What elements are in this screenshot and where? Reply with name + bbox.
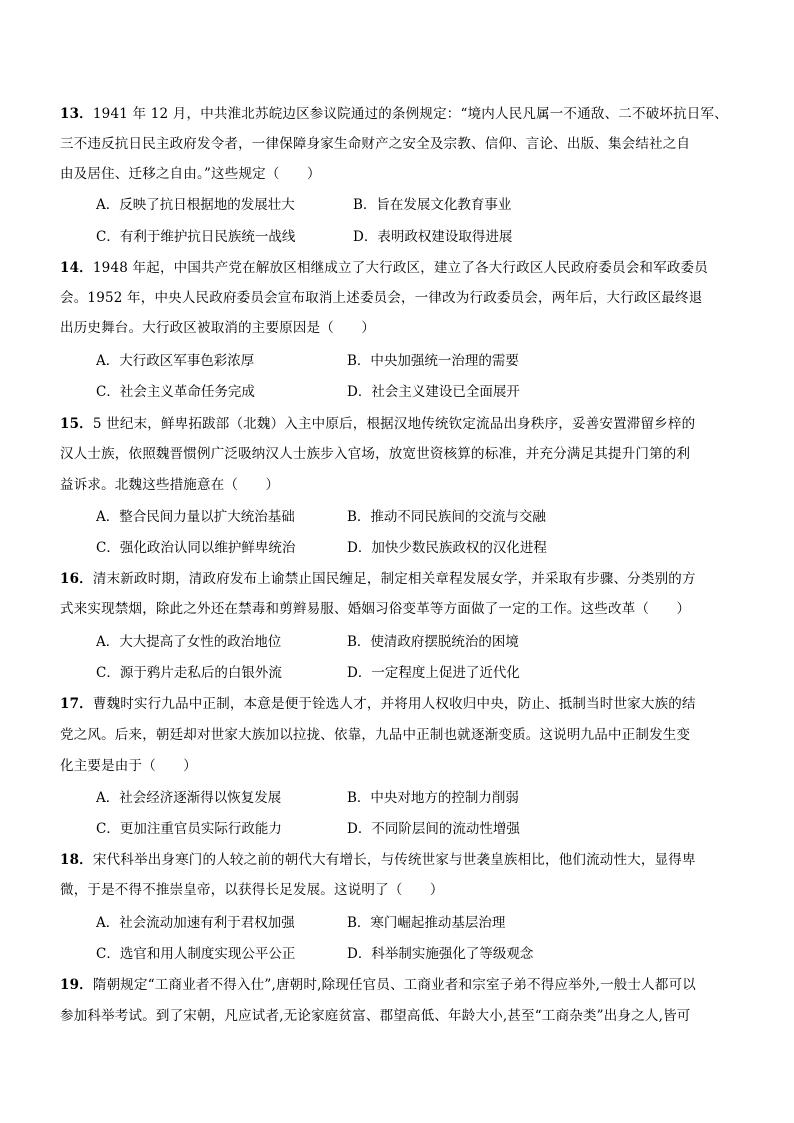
question-18-option-c[interactable]: C．选官和用人制度实现公平公正 bbox=[96, 946, 296, 962]
question-16-line-2: 式来实现禁烟，除此之外还在禁毒和剪辫易服、婚姻习俗变革等方面做了一定的工作。这些改革（ ） bbox=[60, 601, 691, 617]
question-19-number: 19． bbox=[60, 977, 93, 993]
question-13-option-a[interactable]: A．反映了抗日根据地的发展壮大 bbox=[96, 197, 295, 213]
question-14-option-a[interactable]: A．大行政区军事色彩浓厚 bbox=[96, 353, 255, 369]
question-17-option-a[interactable]: A．社会经济逐渐得以恢复发展 bbox=[96, 790, 282, 806]
question-15-line-3: 益诉求。北魏这些措施意在（ ） bbox=[60, 477, 280, 493]
question-15-option-b[interactable]: B．推动不同民族间的交流与交融 bbox=[347, 509, 546, 525]
question-16-line-1: 16．清末新政时期，清政府发布上谕禁止国民缠足，制定相关章程发展女学，并采取有步骤、分类别的方 bbox=[60, 571, 696, 587]
question-17-line-1: 17．曹魏时实行九品中正制，本意是便于铨选人才，并将用人权收归中央，防止、抵制当时世家大族的结 bbox=[60, 696, 696, 712]
question-13-line-3: 由及居住、迁移之自由。”这些规定（ ） bbox=[60, 166, 321, 182]
question-14-option-b[interactable]: B．中央加强统一治理的需要 bbox=[347, 353, 519, 369]
question-19-line-2: 参加科举考试。到了宋朝，凡应试者,无论家庭贫富、郡望高低、年龄大小,甚至“工商杂类”出身之人,皆可 bbox=[60, 1008, 691, 1024]
question-16-number: 16． bbox=[60, 571, 93, 587]
question-14-line-3: 出历史舞台。大行政区被取消的主要原因是（ ） bbox=[60, 320, 376, 336]
question-17-number: 17． bbox=[60, 696, 93, 712]
question-17-option-d[interactable]: D．不同阶层间的流动性增强 bbox=[347, 821, 520, 837]
question-15-line-2: 汉人士族，依照魏晋惯例广泛吸纳汉人士族步入官场，放宽世资核算的标准，并充分满足其提升门第的利 bbox=[60, 446, 691, 462]
question-17-line-2: 党之风。后来，朝廷却对世家大族加以拉拢、依靠，九品中正制也就逐渐变质。这说明九品中正制发生变 bbox=[60, 727, 691, 743]
question-16-option-a[interactable]: A．大大提高了女性的政治地位 bbox=[96, 634, 282, 650]
question-15-option-c[interactable]: C．强化政治认同以维护鲜卑统治 bbox=[96, 540, 296, 556]
question-17-option-b[interactable]: B．中央对地方的控制力削弱 bbox=[347, 790, 519, 806]
question-19-line-1: 19．隋朝规定“工商业者不得入仕”,唐朝时,除现任官员、工商业者和宗室子弟不得应举外,一般士人都可以 bbox=[60, 977, 696, 993]
question-14-line-1: 14．1948 年起，中国共产党在解放区相继成立了大行政区，建立了各大行政区人民政府委员会和军政委员 bbox=[60, 260, 708, 276]
question-16-option-b[interactable]: B．使清政府摆脱统治的困境 bbox=[347, 634, 519, 650]
question-16-option-d[interactable]: D．一定程度上促进了近代化 bbox=[347, 665, 520, 681]
question-17-option-c[interactable]: C．更加注重官员实际行政能力 bbox=[96, 821, 282, 837]
question-16-option-c[interactable]: C．源于鸦片走私后的白银外流 bbox=[96, 665, 282, 681]
question-18-number: 18． bbox=[60, 852, 93, 868]
question-15-option-d[interactable]: D．加快少数民族政权的汉化进程 bbox=[347, 540, 547, 556]
question-17-line-3: 化主要是由于（ ） bbox=[60, 758, 197, 774]
question-13-option-c[interactable]: C．有利于维护抗日民族统一战线 bbox=[96, 229, 296, 245]
question-18-line-1: 18．宋代科举出身寒门的人较之前的朝代大有增长，与传统世家与世袭皇族相比，他们流动性大，显得卑 bbox=[60, 852, 696, 868]
question-18-option-b[interactable]: B．寒门崛起推动基层治理 bbox=[347, 915, 506, 931]
question-15-line-1: 15．5 世纪末，鲜卑拓跋部（北魏）入主中原后，根据汉地传统钦定流品出身秩序，妥善安置滞留乡梓的 bbox=[60, 416, 696, 432]
question-13-option-d[interactable]: D．表明政权建设取得进展 bbox=[353, 229, 513, 245]
question-14-option-c[interactable]: C．社会主义革命任务完成 bbox=[96, 384, 255, 400]
question-14-line-2: 会。1952 年，中央人民政府委员会宣布取消上述委员会，一律改为行政委员会，两年后，大行政区最终退 bbox=[60, 290, 703, 306]
question-18-option-a[interactable]: A．社会流动加速有利于君权加强 bbox=[96, 915, 295, 931]
question-13-line-2: 三不违反抗日民主政府发令者，一律保障身家生命财产之安全及宗教、信仰、言论、出版、集会结社之自 bbox=[60, 136, 691, 152]
question-18-line-2: 微，于是不得不推崇皇帝，以获得长足发展。这说明了（ ） bbox=[60, 882, 444, 898]
question-14-option-d[interactable]: D．社会主义建设已全面展开 bbox=[347, 384, 520, 400]
question-14-number: 14． bbox=[60, 260, 93, 276]
question-13-number: 13． bbox=[60, 106, 93, 122]
question-18-option-d[interactable]: D．科举制实施强化了等级观念 bbox=[347, 946, 534, 962]
question-15-number: 15． bbox=[60, 416, 93, 432]
question-13-option-b[interactable]: B．旨在发展文化教育事业 bbox=[353, 197, 512, 213]
question-13-line-1: 13．1941 年 12 月，中共淮北苏皖边区参议院通过的条例规定：“境内人民凡属一不通敌、二不破坏抗日军、 bbox=[60, 106, 728, 122]
question-15-option-a[interactable]: A．整合民间力量以扩大统治基础 bbox=[96, 509, 295, 525]
